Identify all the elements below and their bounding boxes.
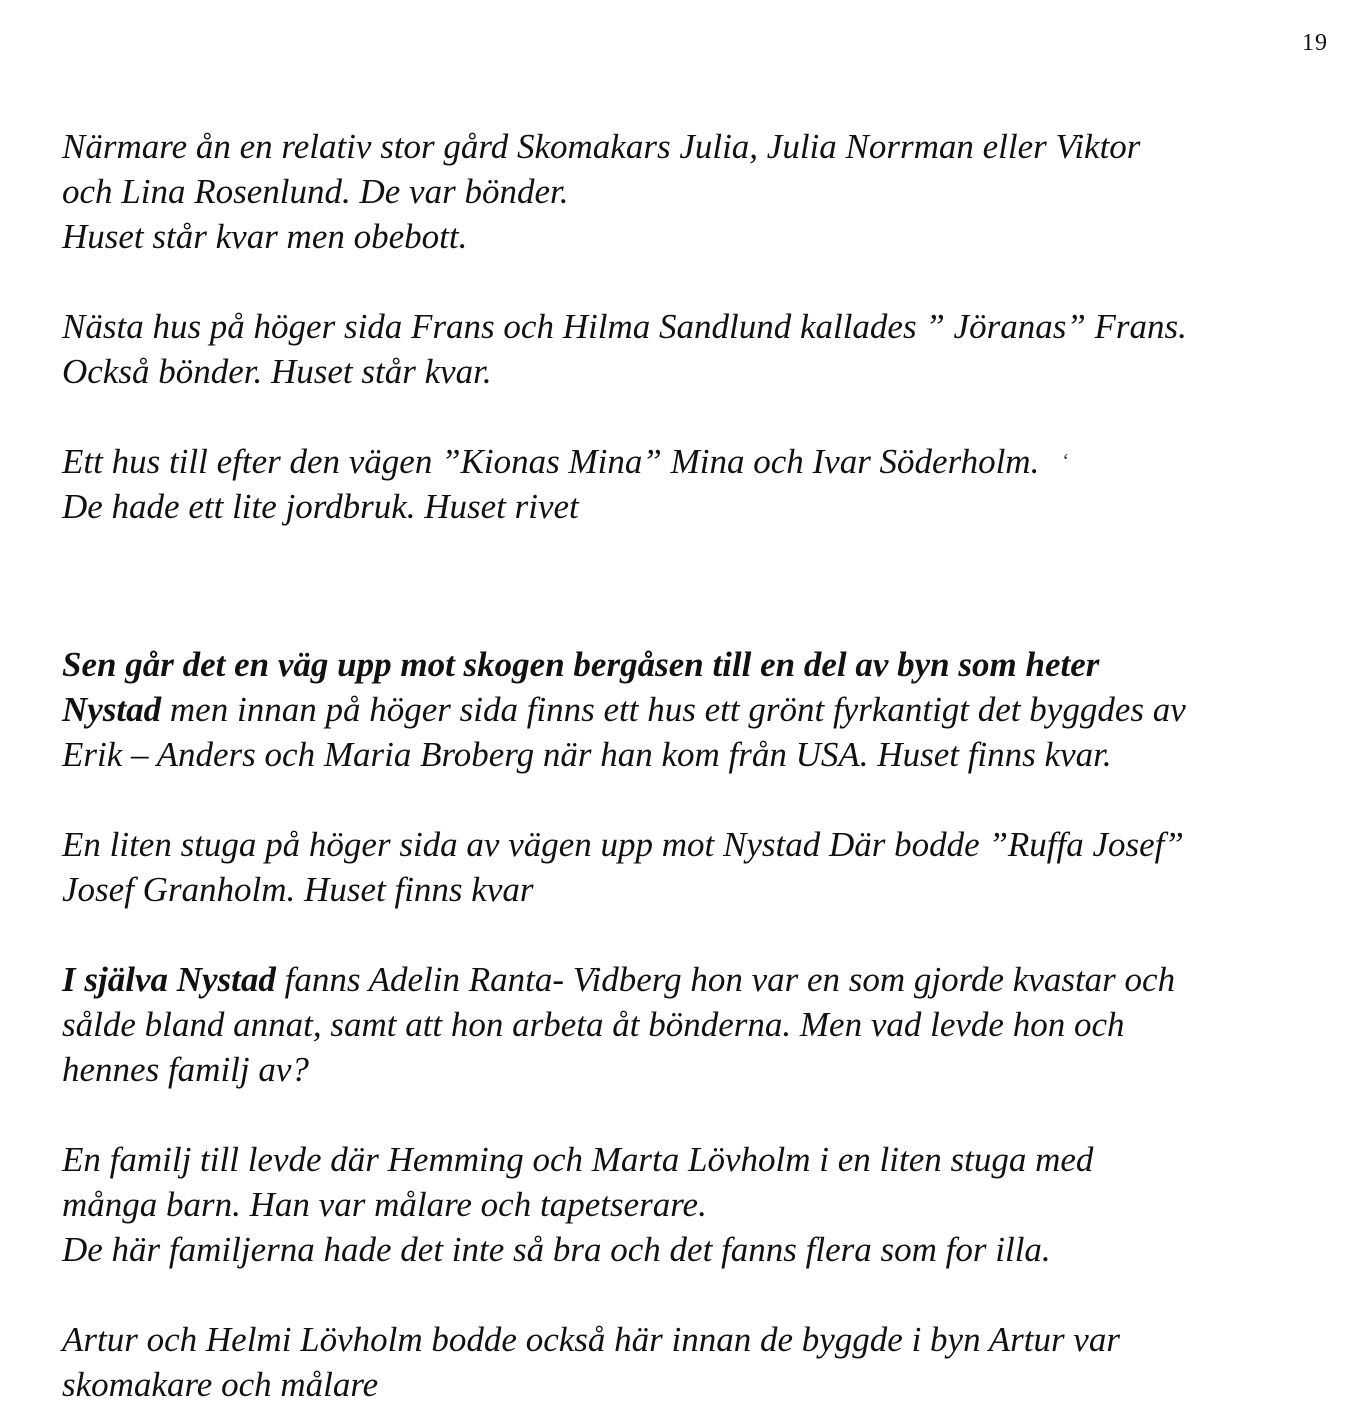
paragraph-skomakars-julia xyxy=(62,124,1337,259)
text-line: De här familjerna hade det inte så bra och det fanns flera som for illa. xyxy=(62,1230,1051,1269)
text-line xyxy=(62,439,1337,484)
paragraph-hemming-marta xyxy=(62,1137,1337,1272)
text-line: Josef Granholm. Huset finns kvar xyxy=(62,870,534,909)
text-line xyxy=(62,957,1337,1002)
paragraph-ruffa-josef xyxy=(62,822,1337,912)
stray-mark: ‘ xyxy=(1061,450,1069,472)
text-line-content: men innan på höger sida finns ett hus ett grönt fyrkantigt det byggdes av xyxy=(161,690,1186,729)
text-line: Artur och Helmi Lövholm bodde också här innan de byggde i byn Artur var xyxy=(62,1320,1120,1359)
page-number: 19 xyxy=(1302,30,1328,56)
text-line-content: fanns Adelin Ranta- Vidberg hon var en som gjorde kvastar och xyxy=(275,960,1176,999)
text-line: skomakare och målare xyxy=(62,1365,379,1404)
text-line: En familj till levde där Hemming och Marta Lövholm i en liten stuga med xyxy=(62,1140,1094,1179)
text-line: Nästa hus på höger sida Frans och Hilma Sandlund kallades ” Jöranas” Frans. xyxy=(62,307,1187,346)
text-line: Huset står kvar men obebott. xyxy=(62,217,468,256)
bold-place-name: I själva Nystad xyxy=(62,960,276,999)
bold-heading-line: Sen går det en väg upp mot skogen bergåsen till en del av byn som heter xyxy=(62,645,1100,684)
paragraph-kionas-mina xyxy=(62,439,1337,529)
text-line xyxy=(62,687,1337,732)
paragraph-adelin-ranta xyxy=(62,957,1337,1092)
text-line: och Lina Rosenlund. De var bönder. xyxy=(62,172,569,211)
text-line: Också bönder. Huset står kvar. xyxy=(62,352,492,391)
paragraph-artur-helmi xyxy=(62,1317,1337,1407)
text-line: De hade ett lite jordbruk. Huset rivet xyxy=(62,487,579,526)
text-line: Erik – Anders och Maria Broberg när han kom från USA. Huset finns kvar. xyxy=(62,735,1112,774)
document-body xyxy=(62,124,1337,1407)
text-line: sålde bland annat, samt att hon arbeta åt bönderna. Men vad levde hon och xyxy=(62,1005,1125,1044)
paragraph-nystad-road xyxy=(62,642,1337,777)
text-line: hennes familj av? xyxy=(62,1050,309,1089)
bold-place-name: Nystad xyxy=(62,690,162,729)
paragraph-joranas-frans xyxy=(62,304,1337,394)
text-line: många barn. Han var målare och tapetserare. xyxy=(62,1185,707,1224)
text-line: Närmare ån en relativ stor gård Skomakars Julia, Julia Norrman eller Viktor xyxy=(62,127,1141,166)
text-line: En liten stuga på höger sida av vägen upp mot Nystad Där bodde ”Ruffa Josef” xyxy=(62,825,1184,864)
text-line-content: Ett hus till efter den vägen ”Kionas Mina” Mina och Ivar Söderholm. xyxy=(62,442,1040,481)
